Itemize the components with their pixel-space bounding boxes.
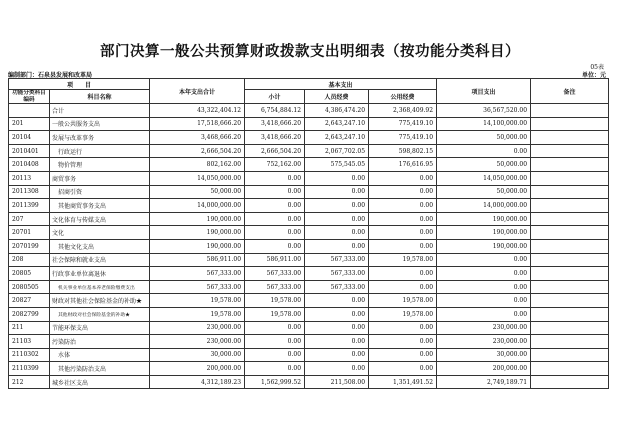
cell-personnel: 0.00 xyxy=(305,239,369,253)
cell-code: 2110302 xyxy=(9,348,50,362)
cell-public: 2,368,409.92 xyxy=(369,104,437,118)
cell-remark xyxy=(531,171,609,185)
project-expenditure-header: 项目支出 xyxy=(437,79,531,104)
table-row xyxy=(9,335,609,349)
cell-code: 2011308 xyxy=(9,185,50,199)
cell-proj-exp: 0.00 xyxy=(437,144,531,158)
table-row xyxy=(9,171,609,185)
cell-personnel: 2,067,702.05 xyxy=(305,144,369,158)
cell-code: 212 xyxy=(9,375,50,389)
cell-remark xyxy=(531,185,609,199)
total-header: 本年支出合计 xyxy=(150,79,245,104)
table-row xyxy=(9,321,609,335)
cell-code: 2070199 xyxy=(9,239,50,253)
basic-expenditure-header: 基本支出 xyxy=(245,79,437,90)
cell-total: 19,578.00 xyxy=(150,294,245,308)
cell-total: 50,000.00 xyxy=(150,185,245,199)
cell-public: 19,578.00 xyxy=(369,307,437,321)
table-row xyxy=(9,144,609,158)
cell-total: 43,322,404.12 xyxy=(150,104,245,118)
cell-personnel: 567,333.00 xyxy=(305,267,369,281)
cell-public: 19,578.00 xyxy=(369,294,437,308)
cell-personnel: 567,333.00 xyxy=(305,253,369,267)
cell-proj-exp: 30,000.00 xyxy=(437,348,531,362)
cell-remark xyxy=(531,226,609,240)
cell-name: 其他商贸事务支出 xyxy=(50,199,150,213)
table-row xyxy=(9,117,609,131)
cell-total: 19,578.00 xyxy=(150,307,245,321)
cell-total: 567,333.00 xyxy=(150,267,245,281)
cell-personnel: 211,508.00 xyxy=(305,375,369,389)
form-number: 05表 xyxy=(590,64,604,71)
cell-name: 招商引资 xyxy=(50,185,150,199)
cell-personnel: 0.00 xyxy=(305,199,369,213)
cell-subtotal: 567,333.00 xyxy=(245,280,305,294)
department-label: 编制部门：石泉县发展和改革局 xyxy=(8,72,93,79)
cell-public: 775,419.10 xyxy=(369,131,437,145)
cell-total: 230,000.00 xyxy=(150,321,245,335)
cell-remark xyxy=(531,144,609,158)
table-row xyxy=(9,280,609,294)
cell-public: 0.00 xyxy=(369,171,437,185)
cell-remark xyxy=(531,117,609,131)
cell-subtotal: 3,418,666.20 xyxy=(245,117,305,131)
table-row xyxy=(9,131,609,145)
cell-total: 230,000.00 xyxy=(150,335,245,349)
cell-proj-exp: 14,050,000.00 xyxy=(437,171,531,185)
cell-public: 0.00 xyxy=(369,185,437,199)
cell-remark xyxy=(531,212,609,226)
cell-subtotal: 0.00 xyxy=(245,185,305,199)
cell-name: 商贸事务 xyxy=(50,171,150,185)
cell-public: 598,802.15 xyxy=(369,144,437,158)
unit-label: 单位：元 xyxy=(581,72,606,79)
cell-total: 14,000,000.00 xyxy=(150,199,245,213)
cell-proj-exp: 0.00 xyxy=(437,253,531,267)
cell-remark xyxy=(531,131,609,145)
expenditure-table xyxy=(8,78,609,389)
cell-personnel: 2,643,247.10 xyxy=(305,131,369,145)
cell-code: 2080505 xyxy=(9,280,50,294)
cell-total: 2,666,504.20 xyxy=(150,144,245,158)
cell-name: 其他财政对社会保险基金的补助★ xyxy=(50,307,150,321)
cell-proj-exp: 50,000.00 xyxy=(437,185,531,199)
cell-name: 节能环保支出 xyxy=(50,321,150,335)
cell-remark xyxy=(531,375,609,389)
cell-code: 211 xyxy=(9,321,50,335)
cell-code: 2010408 xyxy=(9,158,50,172)
cell-personnel: 0.00 xyxy=(305,321,369,335)
remark-header: 备注 xyxy=(531,79,609,104)
cell-subtotal: 0.00 xyxy=(245,239,305,253)
table-row xyxy=(9,294,609,308)
cell-total: 190,000.00 xyxy=(150,239,245,253)
table-row xyxy=(9,212,609,226)
cell-personnel: 575,545.05 xyxy=(305,158,369,172)
personnel-header: 人员经费 xyxy=(305,90,369,104)
table-row xyxy=(9,362,609,376)
cell-total: 190,000.00 xyxy=(150,212,245,226)
cell-remark xyxy=(531,158,609,172)
cell-name: 一般公共服务支出 xyxy=(50,117,150,131)
cell-total: 586,911.00 xyxy=(150,253,245,267)
cell-name: 物价管理 xyxy=(50,158,150,172)
cell-proj-exp: 190,000.00 xyxy=(437,226,531,240)
cell-personnel: 0.00 xyxy=(305,212,369,226)
cell-remark xyxy=(531,239,609,253)
subtotal-header: 小计 xyxy=(245,90,305,104)
table-row xyxy=(9,158,609,172)
cell-code: 21103 xyxy=(9,335,50,349)
cell-personnel: 0.00 xyxy=(305,362,369,376)
cell-name: 其他文化支出 xyxy=(50,239,150,253)
cell-public: 0.00 xyxy=(369,226,437,240)
cell-remark xyxy=(531,362,609,376)
cell-remark xyxy=(531,294,609,308)
public-header: 公用经费 xyxy=(369,90,437,104)
cell-total: 802,162.00 xyxy=(150,158,245,172)
cell-personnel: 4,386,474.20 xyxy=(305,104,369,118)
cell-remark xyxy=(531,348,609,362)
cell-remark xyxy=(531,335,609,349)
cell-public: 0.00 xyxy=(369,267,437,281)
cell-subtotal: 752,162.00 xyxy=(245,158,305,172)
cell-name: 污染防治 xyxy=(50,335,150,349)
cell-public: 0.00 xyxy=(369,362,437,376)
cell-proj-exp: 50,000.00 xyxy=(437,158,531,172)
cell-code: 2011399 xyxy=(9,199,50,213)
code-header: 功能分类科目编码 xyxy=(9,90,50,104)
table-row xyxy=(9,104,609,118)
cell-subtotal: 0.00 xyxy=(245,212,305,226)
cell-proj-exp: 190,000.00 xyxy=(437,239,531,253)
cell-code: 207 xyxy=(9,212,50,226)
cell-public: 0.00 xyxy=(369,335,437,349)
cell-total: 3,468,666.20 xyxy=(150,131,245,145)
cell-remark xyxy=(531,199,609,213)
cell-code: 2082799 xyxy=(9,307,50,321)
cell-total: 30,000.00 xyxy=(150,348,245,362)
cell-personnel: 0.00 xyxy=(305,185,369,199)
cell-personnel: 0.00 xyxy=(305,294,369,308)
cell-subtotal: 567,333.00 xyxy=(245,267,305,281)
table-row xyxy=(9,185,609,199)
cell-personnel: 0.00 xyxy=(305,348,369,362)
cell-remark xyxy=(531,307,609,321)
cell-proj-exp: 14,000,000.00 xyxy=(437,199,531,213)
cell-remark xyxy=(531,253,609,267)
cell-subtotal: 19,578.00 xyxy=(245,307,305,321)
cell-name: 水体 xyxy=(50,348,150,362)
cell-remark xyxy=(531,267,609,281)
cell-proj-exp: 50,000.00 xyxy=(437,131,531,145)
table-row xyxy=(9,239,609,253)
cell-name: 发展与改革事务 xyxy=(50,131,150,145)
cell-total: 14,050,000.00 xyxy=(150,171,245,185)
cell-proj-exp: 0.00 xyxy=(437,280,531,294)
cell-proj-exp: 190,000.00 xyxy=(437,212,531,226)
table-row xyxy=(9,267,609,281)
cell-code: 2010401 xyxy=(9,144,50,158)
cell-personnel: 0.00 xyxy=(305,226,369,240)
cell-total: 200,000.00 xyxy=(150,362,245,376)
cell-proj-exp: 0.00 xyxy=(437,307,531,321)
cell-total: 4,312,189.23 xyxy=(150,375,245,389)
cell-public: 0.00 xyxy=(369,212,437,226)
cell-total: 567,333.00 xyxy=(150,280,245,294)
cell-proj-exp: 0.00 xyxy=(437,267,531,281)
cell-public: 0.00 xyxy=(369,199,437,213)
cell-public: 0.00 xyxy=(369,348,437,362)
cell-name: 财政对其他社会保险基金的补助★ xyxy=(50,294,150,308)
cell-name: 社会保障和就业支出 xyxy=(50,253,150,267)
cell-name: 文化体育与传媒支出 xyxy=(50,212,150,226)
cell-subtotal: 0.00 xyxy=(245,199,305,213)
project-header: 项 目 xyxy=(9,79,150,90)
cell-remark xyxy=(531,321,609,335)
cell-subtotal: 0.00 xyxy=(245,362,305,376)
cell-name: 其他污染防治支出 xyxy=(50,362,150,376)
table-row xyxy=(9,307,609,321)
cell-proj-exp: 2,749,189.71 xyxy=(437,375,531,389)
cell-proj-exp: 230,000.00 xyxy=(437,335,531,349)
cell-subtotal: 0.00 xyxy=(245,321,305,335)
cell-code: 20113 xyxy=(9,171,50,185)
cell-public: 0.00 xyxy=(369,280,437,294)
cell-subtotal: 3,418,666.20 xyxy=(245,131,305,145)
cell-name: 合计 xyxy=(50,104,150,118)
cell-public: 1,351,491.52 xyxy=(369,375,437,389)
cell-name: 文化 xyxy=(50,226,150,240)
cell-public: 775,419.10 xyxy=(369,117,437,131)
cell-code: 20104 xyxy=(9,131,50,145)
cell-personnel: 0.00 xyxy=(305,171,369,185)
cell-public: 0.00 xyxy=(369,239,437,253)
cell-public: 0.00 xyxy=(369,321,437,335)
cell-code xyxy=(9,104,50,118)
cell-code: 20827 xyxy=(9,294,50,308)
cell-name: 城乡社区支出 xyxy=(50,375,150,389)
cell-proj-exp: 0.00 xyxy=(437,294,531,308)
cell-subtotal: 0.00 xyxy=(245,171,305,185)
cell-remark xyxy=(531,104,609,118)
cell-public: 176,616.95 xyxy=(369,158,437,172)
cell-subtotal: 586,911.00 xyxy=(245,253,305,267)
cell-subtotal: 0.00 xyxy=(245,226,305,240)
table-body xyxy=(9,104,609,389)
cell-subtotal: 1,562,999.52 xyxy=(245,375,305,389)
cell-personnel: 2,643,247.10 xyxy=(305,117,369,131)
cell-code: 20701 xyxy=(9,226,50,240)
cell-subtotal: 19,578.00 xyxy=(245,294,305,308)
cell-proj-exp: 200,000.00 xyxy=(437,362,531,376)
cell-name: 行政事业单位离退休 xyxy=(50,267,150,281)
cell-public: 19,578.00 xyxy=(369,253,437,267)
name-header: 科目名称 xyxy=(50,90,150,104)
cell-code: 208 xyxy=(9,253,50,267)
cell-subtotal: 0.00 xyxy=(245,348,305,362)
cell-code: 20805 xyxy=(9,267,50,281)
cell-remark xyxy=(531,280,609,294)
cell-total: 190,000.00 xyxy=(150,226,245,240)
cell-subtotal: 6,754,884.12 xyxy=(245,104,305,118)
page-title: 部门决算一般公共预算财政拨款支出明细表（按功能分类科目） xyxy=(100,44,520,60)
cell-proj-exp: 14,100,000.00 xyxy=(437,117,531,131)
cell-personnel: 567,333.00 xyxy=(305,280,369,294)
cell-personnel: 0.00 xyxy=(305,335,369,349)
cell-code: 2110399 xyxy=(9,362,50,376)
table-row xyxy=(9,253,609,267)
cell-name: 机关事业单位基本养老保险缴费支出 xyxy=(50,280,150,294)
table-row xyxy=(9,199,609,213)
cell-proj-exp: 36,567,520.00 xyxy=(437,104,531,118)
cell-personnel: 0.00 xyxy=(305,307,369,321)
table-row xyxy=(9,375,609,389)
cell-subtotal: 0.00 xyxy=(245,335,305,349)
cell-subtotal: 2,666,504.20 xyxy=(245,144,305,158)
cell-proj-exp: 230,000.00 xyxy=(437,321,531,335)
cell-code: 201 xyxy=(9,117,50,131)
table-row xyxy=(9,348,609,362)
cell-total: 17,518,666.20 xyxy=(150,117,245,131)
cell-name: 行政运行 xyxy=(50,144,150,158)
table-row xyxy=(9,226,609,240)
